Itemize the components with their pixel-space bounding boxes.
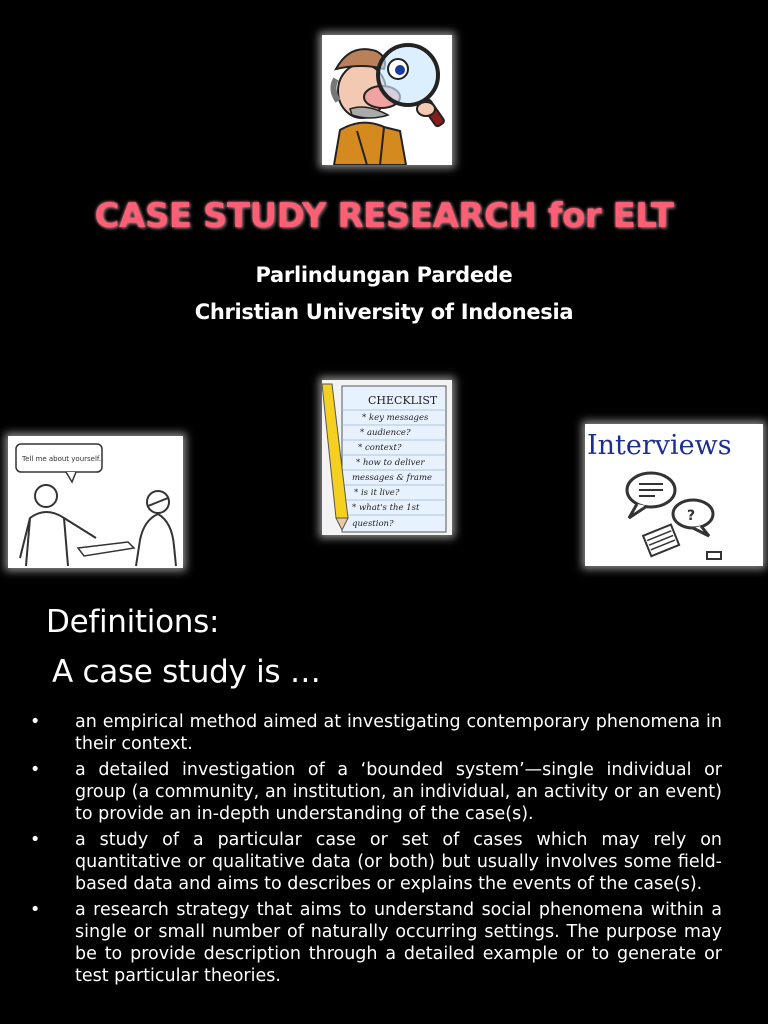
checklist-item: * how to deliver	[356, 458, 425, 468]
detective-magnifier-icon	[322, 35, 452, 165]
checklist-item: question?	[352, 519, 394, 529]
svg-text:?: ?	[687, 508, 696, 524]
slide-title: CASE STUDY RESEARCH for ELT	[94, 196, 674, 236]
definition-text: a detailed investigation of a ‘bounded system’—single individual or group (a community, an institution, an individual, an activity or an event) to provide an in-depth understanding of the case(s).	[75, 760, 722, 824]
definitions-subheading: A case study is …	[52, 654, 321, 690]
definitions-heading: Definitions:	[46, 604, 220, 640]
checklist-heading: CHECKLIST	[368, 394, 438, 407]
conversation-icon	[8, 436, 183, 568]
bullet-dot: •	[30, 900, 41, 920]
definition-text: an empirical method aimed at investigating contemporary phenomena in their context.	[75, 712, 722, 754]
checklist-illustration	[322, 380, 452, 535]
detective-illustration	[322, 35, 452, 165]
author-name: Parlindungan Pardede	[255, 263, 513, 287]
interviews-icon	[585, 424, 763, 566]
speech-bubble-text: Tell me about yourself.	[22, 455, 102, 463]
definition-item	[30, 711, 722, 755]
checklist-item: * key messages	[362, 413, 429, 423]
bullet-dot: •	[30, 760, 41, 780]
checklist-item: * is it live?	[354, 488, 400, 498]
interviews-illustration	[585, 424, 763, 566]
checklist-item: * what's the 1st	[352, 503, 420, 513]
checklist-item: * context?	[358, 443, 402, 453]
interview-conversation-illustration	[8, 436, 183, 568]
checklist-item: * audience?	[360, 428, 411, 438]
definition-item	[30, 829, 722, 895]
definition-item	[30, 759, 722, 825]
author-affiliation: Christian University of Indonesia	[194, 300, 574, 324]
interviews-label: Interviews	[587, 430, 732, 461]
bullet-dot: •	[30, 830, 41, 850]
bullet-dot: •	[30, 712, 41, 732]
definition-text: a research strategy that aims to understand social phenomena within a single or small number of naturally occurring settings. The purpose may be to provide description through a detailed example or to generate or test particular theories.	[75, 900, 722, 986]
definitions-list	[30, 711, 722, 991]
definition-text: a study of a particular case or set of cases which may rely on quantitative or qualitative data (or both) but usually involves some field-based data and aims to describes or explains the events of the case(s).	[75, 830, 722, 894]
checklist-icon	[322, 380, 452, 535]
definition-item	[30, 899, 722, 987]
checklist-item: messages & frame	[352, 473, 433, 483]
